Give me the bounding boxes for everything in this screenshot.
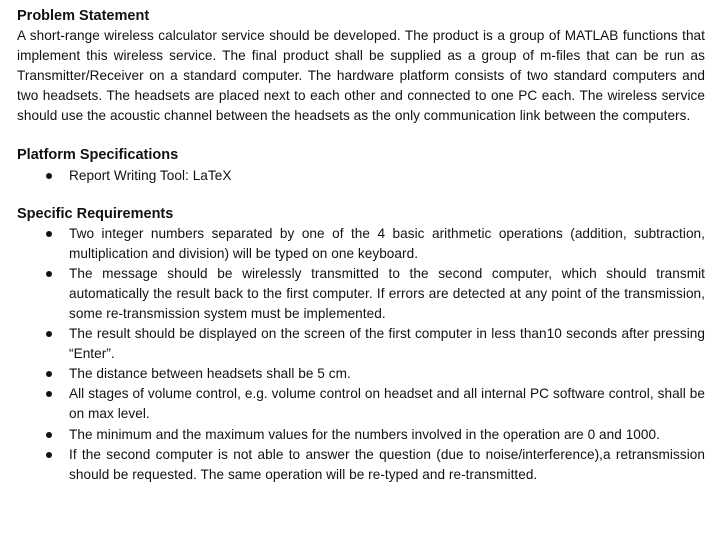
- list-item-text: Two integer numbers separated by one of the 4 basic arithmetic operations (addition, subtraction, multiplication and division) will be typed on one keyboard.: [69, 225, 705, 261]
- requirements-list: [17, 224, 705, 485]
- list-item-text: The message should be wirelessly transmitted to the second computer, which should transmit automatically the result back to the first computer. If errors are detected at any point of the transmission, some re-transmission system must be implemented.: [69, 265, 705, 321]
- list-item-text: If the second computer is not able to answer the question (due to noise/interference),a retransmission should be requested. The same operation will be re-typed and re-transmitted.: [69, 446, 705, 482]
- list-item-text: The result should be displayed on the screen of the first computer in less than10 seconds after pressing “Enter”.: [69, 326, 705, 362]
- list-item: [17, 364, 705, 384]
- problem-statement-heading: Problem Statement: [17, 8, 150, 24]
- list-item-text: Report Writing Tool: LaTeX: [69, 168, 232, 184]
- bullet-icon: [46, 231, 52, 237]
- list-item: [17, 384, 705, 424]
- list-item: [17, 224, 705, 264]
- specific-requirements-heading: Specific Requirements: [17, 205, 174, 222]
- list-item: [17, 324, 705, 364]
- list-item: [17, 425, 705, 445]
- bullet-icon: [46, 331, 52, 337]
- list-item-text: The minimum and the maximum values for the numbers involved in the operation are 0 and 1000.: [69, 426, 660, 442]
- bullet-icon: [46, 173, 52, 179]
- bullet-icon: [46, 432, 52, 438]
- bullet-icon: [46, 271, 52, 277]
- list-item: [17, 445, 705, 485]
- platform-specifications-section: [17, 145, 705, 186]
- bullet-icon: [46, 371, 52, 377]
- platform-specifications-heading: Platform Specifications: [17, 147, 179, 164]
- document: [17, 6, 705, 485]
- list-item: [17, 166, 705, 186]
- specific-requirements-section: [17, 204, 705, 485]
- problem-statement-section: [17, 6, 705, 126]
- list-item-text: All stages of volume control, e.g. volume control on headset and all internal PC software control, shall be on max level.: [69, 386, 705, 422]
- bullet-icon: [46, 391, 52, 397]
- list-item-text: The distance between headsets shall be 5 cm.: [69, 366, 351, 382]
- problem-statement-body: A short-range wireless calculator service should be developed. The product is a group of MATLAB functions that implement this wireless service. The final product shall be supplied as a group of m-files that can be run as Transmitter/Receiver on a standard computer. The hardware platform consists of two standard computers and two headsets. The headsets are placed next to each other and connected to one PC each. The wireless service should use the acoustic channel between the headsets as the only communication link between the computers.: [17, 28, 705, 124]
- list-item: [17, 264, 705, 324]
- platform-list: [17, 166, 705, 186]
- bullet-icon: [46, 452, 52, 458]
